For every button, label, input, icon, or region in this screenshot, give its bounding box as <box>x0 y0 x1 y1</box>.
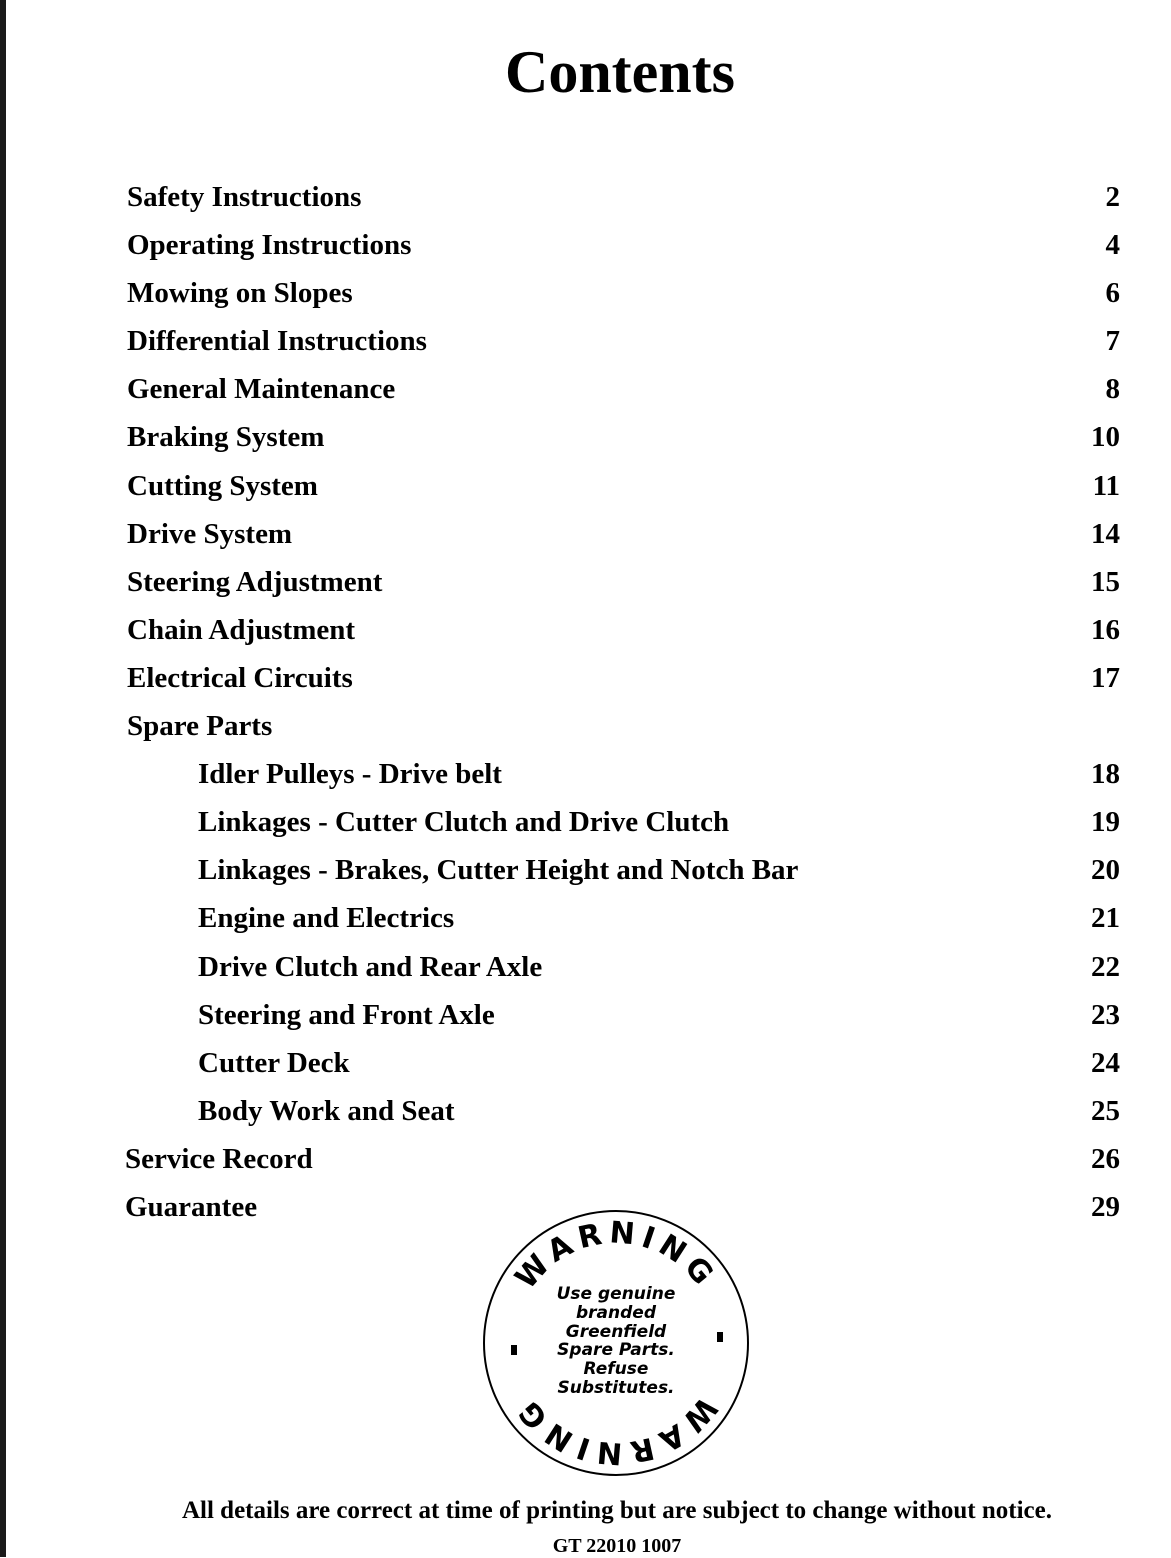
toc-entry[interactable] <box>0 223 1171 271</box>
seal-message-line: Spare Parts. <box>557 1340 675 1361</box>
toc-entry-label: Cutter Deck <box>198 1046 350 1079</box>
toc-entry[interactable] <box>0 319 1171 367</box>
toc-entry-label: Drive Clutch and Rear Axle <box>198 950 543 983</box>
toc-entry-page: 24 <box>1091 1046 1120 1079</box>
toc-entry-label: Drive System <box>127 517 293 550</box>
toc-subentry[interactable] <box>0 896 1171 944</box>
toc-entry[interactable] <box>0 175 1171 223</box>
seal-ring-text-top: WARNING <box>508 1215 724 1297</box>
toc-entry-label: Braking System <box>127 421 325 454</box>
toc-subentry[interactable] <box>0 752 1171 800</box>
seal-message-line: Refuse <box>583 1359 649 1380</box>
toc-entry-label: General Maintenance <box>127 373 396 406</box>
toc-entry-label: Steering Adjustment <box>127 565 383 598</box>
toc-entry-page: 26 <box>1091 1142 1120 1175</box>
toc-entry-label: Guarantee <box>125 1190 258 1223</box>
toc-entry[interactable] <box>0 1137 1171 1185</box>
toc-entry-label: Body Work and Seat <box>198 1094 455 1127</box>
toc-subentry[interactable] <box>0 945 1171 993</box>
toc-section-heading[interactable] <box>0 704 1171 752</box>
toc-entry[interactable] <box>0 656 1171 704</box>
toc-entry-label: Spare Parts <box>127 710 273 743</box>
toc-entry[interactable] <box>0 367 1171 415</box>
toc-entry-label: Service Record <box>125 1142 313 1175</box>
toc-entry-label: Linkages - Cutter Clutch and Drive Clutch <box>198 806 730 839</box>
toc-entry-page: 29 <box>1091 1190 1120 1223</box>
disclaimer-text: All details are correct at time of printing but are subject to change without notice. <box>181 1497 1052 1524</box>
toc-entry-label: Safety Instructions <box>127 181 362 213</box>
toc-entry-label: Mowing on Slopes <box>127 277 353 310</box>
toc-entry-page: 17 <box>1091 661 1120 694</box>
toc-subentry[interactable] <box>0 1041 1171 1089</box>
toc-entry-label: Cutting System <box>127 469 318 502</box>
toc-entry-page: 11 <box>1092 469 1120 502</box>
toc-entry-page: 22 <box>1091 950 1120 983</box>
toc-entry-label: Linkages - Brakes, Cutter Height and Notch Bar <box>198 854 799 887</box>
seal-message-line: Greenfield <box>565 1321 667 1342</box>
toc-entry[interactable] <box>0 560 1171 608</box>
seal-message-line: branded <box>576 1302 656 1323</box>
warning-seal <box>481 1208 751 1478</box>
toc-entry[interactable] <box>0 512 1171 560</box>
toc-entry-label: Operating Instructions <box>127 229 412 262</box>
toc-entry[interactable] <box>0 608 1171 656</box>
toc-entry[interactable] <box>0 464 1171 512</box>
toc-entry-page: 4 <box>1105 229 1120 262</box>
toc-entry-page: 21 <box>1091 902 1120 935</box>
toc-entry[interactable] <box>0 271 1171 319</box>
seal-ring-text-bottom: WARNING <box>508 1389 724 1471</box>
toc-subentry[interactable] <box>0 848 1171 896</box>
toc-entry-label: Engine and Electrics <box>198 902 455 935</box>
toc-subentry[interactable] <box>0 993 1171 1041</box>
toc-entry-page: 7 <box>1105 325 1120 358</box>
toc-entry-page: 8 <box>1105 373 1120 406</box>
toc-entry-label: Differential Instructions <box>127 325 427 358</box>
toc-entry-label: Steering and Front Axle <box>198 998 495 1031</box>
toc-entry-page: 16 <box>1091 613 1120 646</box>
toc-entry-page: 18 <box>1091 758 1120 791</box>
toc-entry-page: 2 <box>1105 181 1120 213</box>
toc-entry-page: 25 <box>1091 1094 1120 1127</box>
seal-message-line: Use genuine <box>556 1284 676 1304</box>
seal-message <box>481 1285 751 1398</box>
page-title: Contents <box>504 39 735 105</box>
table-of-contents <box>0 175 1171 1233</box>
toc-entry-page: 15 <box>1091 565 1120 598</box>
toc-entry[interactable] <box>0 415 1171 463</box>
toc-entry-page: 19 <box>1091 806 1120 839</box>
toc-entry-page: 10 <box>1091 421 1120 454</box>
toc-entry-label: Idler Pulleys - Drive belt <box>198 758 502 791</box>
toc-subentry[interactable] <box>0 800 1171 848</box>
toc-subentry[interactable] <box>0 1089 1171 1137</box>
seal-message-line: Substitutes. <box>557 1377 675 1398</box>
toc-entry-page: 6 <box>1105 277 1120 310</box>
toc-entry-page: 23 <box>1091 998 1120 1031</box>
toc-entry-label: Chain Adjustment <box>127 613 356 646</box>
toc-entry-page: 14 <box>1091 517 1120 550</box>
document-code: GT 22010 1007 <box>552 1535 682 1557</box>
toc-entry-label: Electrical Circuits <box>127 661 353 694</box>
toc-entry-page: 20 <box>1091 854 1120 887</box>
